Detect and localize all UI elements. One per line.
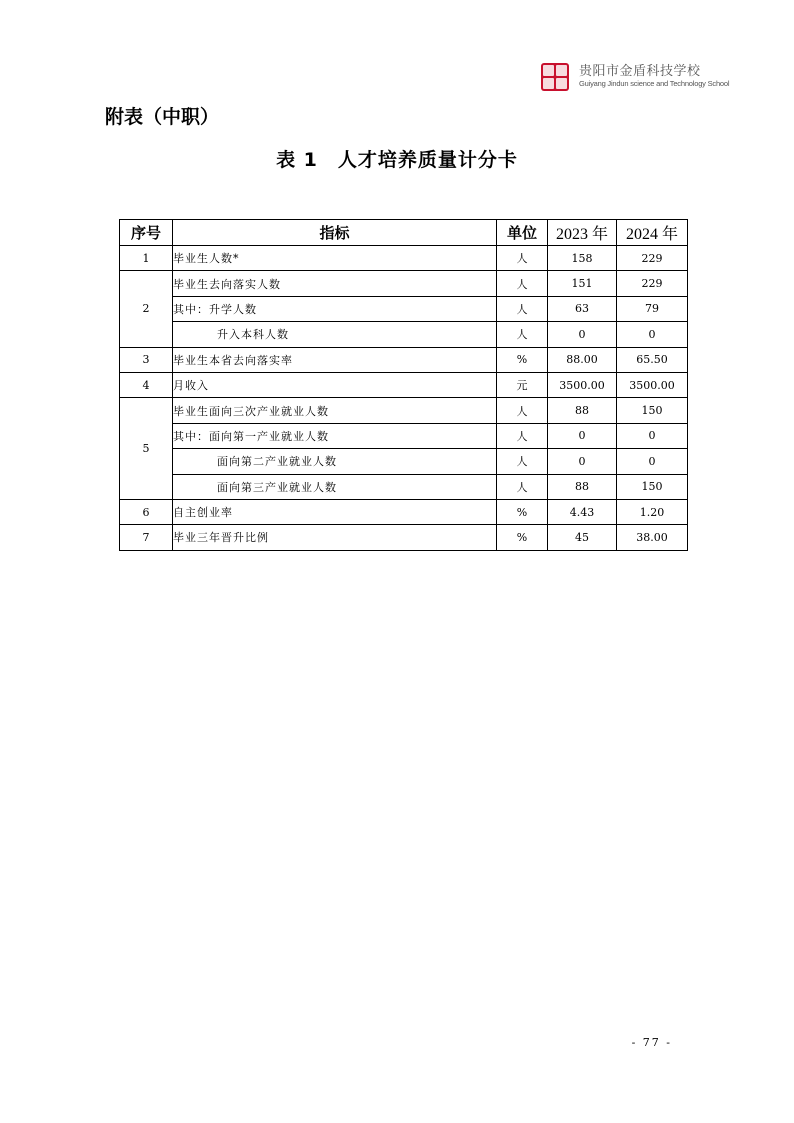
school-logo [541, 60, 730, 96]
header-unit: 单位 [497, 220, 548, 246]
row-value-2023: 88 [548, 398, 617, 423]
row-value-2024: 65.50 [617, 347, 688, 372]
header-2024: 2024 年 [617, 220, 688, 246]
row-indicator: 其中：面向第一产业就业人数 [173, 423, 497, 448]
row-unit: 人 [497, 423, 548, 448]
talent-quality-scorecard-table [119, 219, 688, 551]
table-row [120, 271, 688, 296]
row-seq: 1 [120, 246, 173, 271]
row-unit: 元 [497, 372, 548, 397]
row-value-2023: 88.00 [548, 347, 617, 372]
row-unit: % [497, 499, 548, 524]
school-name: 贵阳市金盾科技学校 [579, 64, 701, 79]
row-indicator: 面向第三产业就业人数 [173, 474, 497, 499]
row-unit: 人 [497, 246, 548, 271]
row-indicator: 自主创业率 [173, 499, 497, 524]
row-unit: 人 [497, 322, 548, 347]
row-value-2023: 0 [548, 449, 617, 474]
table-row [120, 449, 688, 474]
table-row [120, 322, 688, 347]
table-row [120, 398, 688, 423]
table-row [120, 246, 688, 271]
row-value-2023: 158 [548, 246, 617, 271]
table-number: 表 1 [276, 149, 318, 171]
row-value-2023: 0 [548, 423, 617, 448]
table-row [120, 296, 688, 321]
table-header-row [120, 220, 688, 246]
row-indicator: 面向第二产业就业人数 [173, 449, 497, 474]
row-value-2024: 0 [617, 423, 688, 448]
row-value-2023: 88 [548, 474, 617, 499]
row-indicator: 其中：升学人数 [173, 296, 497, 321]
row-indicator: 毕业生面向三次产业就业人数 [173, 398, 497, 423]
row-indicator: 毕业生人数* [173, 246, 497, 271]
row-value-2023: 3500.00 [548, 372, 617, 397]
header-indicator: 指标 [173, 220, 497, 246]
row-indicator: 月收入 [173, 372, 497, 397]
row-value-2024: 0 [617, 322, 688, 347]
table-row [120, 525, 688, 550]
row-unit: 人 [497, 296, 548, 321]
table-row [120, 372, 688, 397]
header-2023: 2023 年 [548, 220, 617, 246]
row-indicator: 升入本科人数 [173, 322, 497, 347]
row-value-2023: 0 [548, 322, 617, 347]
page-number: - 77 - [631, 1036, 672, 1049]
row-seq: 4 [120, 372, 173, 397]
row-value-2024: 0 [617, 449, 688, 474]
row-value-2023: 151 [548, 271, 617, 296]
row-value-2024: 79 [617, 296, 688, 321]
row-seq: 7 [120, 525, 173, 550]
school-name-en: Guiyang Jindun science and Technology School [579, 79, 730, 88]
row-value-2024: 38.00 [617, 525, 688, 550]
row-indicator: 毕业生本省去向落实率 [173, 347, 497, 372]
header-seq: 序号 [120, 220, 173, 246]
table-row [120, 423, 688, 448]
row-value-2023: 4.43 [548, 499, 617, 524]
row-value-2023: 63 [548, 296, 617, 321]
table-title-text: 人才培养质量计分卡 [337, 149, 518, 171]
table-title [0, 145, 794, 172]
row-value-2024: 150 [617, 474, 688, 499]
row-value-2024: 3500.00 [617, 372, 688, 397]
school-seal-icon [541, 63, 569, 91]
table-row [120, 347, 688, 372]
row-seq: 5 [120, 398, 173, 500]
appendix-title: 附表（中职） [105, 106, 220, 128]
row-seq: 6 [120, 499, 173, 524]
row-value-2024: 1.20 [617, 499, 688, 524]
row-seq: 3 [120, 347, 173, 372]
row-seq: 2 [120, 271, 173, 347]
table-row [120, 499, 688, 524]
table-row [120, 474, 688, 499]
row-unit: 人 [497, 449, 548, 474]
row-unit: 人 [497, 474, 548, 499]
row-unit: % [497, 525, 548, 550]
row-value-2024: 229 [617, 246, 688, 271]
row-value-2024: 229 [617, 271, 688, 296]
row-unit: % [497, 347, 548, 372]
row-indicator: 毕业三年晋升比例 [173, 525, 497, 550]
row-unit: 人 [497, 398, 548, 423]
row-value-2024: 150 [617, 398, 688, 423]
row-indicator: 毕业生去向落实人数 [173, 271, 497, 296]
row-unit: 人 [497, 271, 548, 296]
row-value-2023: 45 [548, 525, 617, 550]
